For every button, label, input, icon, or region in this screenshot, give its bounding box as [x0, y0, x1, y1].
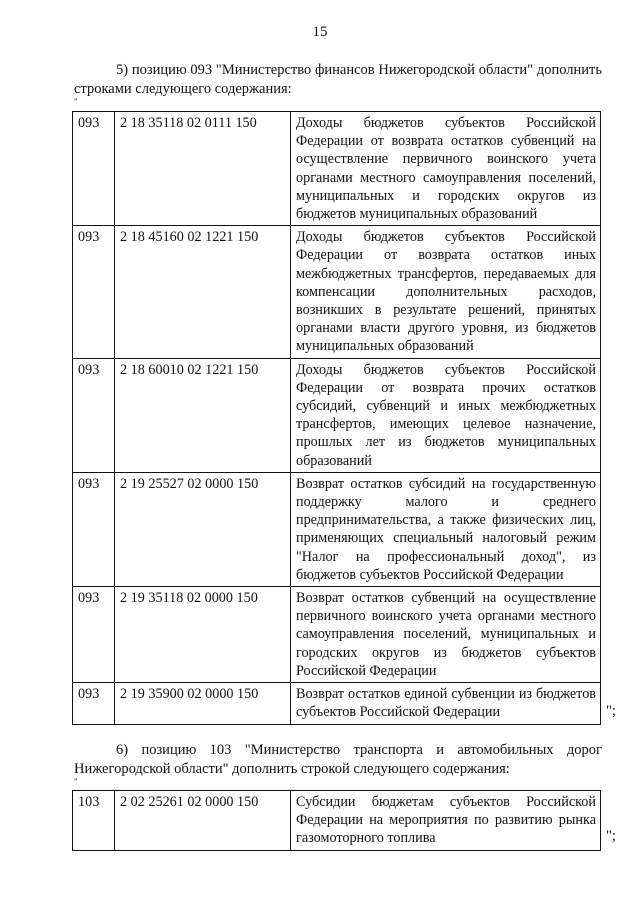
income-name-cell: Доходы бюджетов субъектов Российской Федерации от возврата остатков субвенций на осуществление первичного воинского учета органами местного самоуправления поселений, муниципальных и городских округов из бюджетов муниципальных образований [291, 112, 601, 226]
income-name-cell: Возврат остатков единой субвенции из бюджетов субъектов Российской Федерации [291, 683, 601, 724]
table-row [73, 112, 601, 226]
section-6-table [72, 790, 601, 851]
income-name-cell: Доходы бюджетов субъектов Российской Федерации от возврата прочих остатков субсидий, субвенций и иных межбюджетных трансфертов, имеющих целевое назначение, прошлых лет из бюджетов муниципальных образований [291, 358, 601, 472]
income-name-cell: Возврат остатков субсидий на государственную поддержку малого и среднего предпринимательства, а также физических лиц, применяющих специальный налоговый режим "Налог на профессиональный доход", из бюджетов субъектов Российской Федерации [291, 472, 601, 586]
page-number: 15 [312, 24, 328, 40]
table-row [73, 226, 601, 358]
budget-code-cell: 2 02 25261 02 0000 150 [115, 791, 291, 851]
section-6-intro: 6) позицию 103 "Министерство транспорта и автомобильных дорог Нижегородской области" дополнить строкой следующего содержания: [74, 742, 602, 777]
section-5-closing-quote: "; [606, 703, 616, 719]
table-row [73, 683, 601, 724]
admin-code-cell: 093 [73, 112, 115, 226]
budget-code-cell: 2 19 25527 02 0000 150 [115, 472, 291, 586]
section-5-table [72, 111, 601, 725]
budget-code-cell: 2 18 45160 02 1221 150 [115, 226, 291, 358]
admin-code-cell: 093 [73, 472, 115, 586]
admin-code-cell: 093 [73, 226, 115, 358]
income-name-cell: Доходы бюджетов субъектов Российской Федерации от возврата остатков иных межбюджетных трансфертов, передаваемых для компенсации дополнительных расходов, возникших в результате решений, принятых органами власти другого уровня, из бюджетов муниципальных образований [291, 226, 601, 358]
table-row [73, 472, 601, 586]
admin-code-cell: 093 [73, 587, 115, 683]
admin-code-cell: 093 [73, 683, 115, 724]
admin-code-cell: 093 [73, 358, 115, 472]
table-row [73, 358, 601, 472]
budget-code-cell: 2 19 35900 02 0000 150 [115, 683, 291, 724]
table-row [73, 791, 601, 851]
budget-code-cell: 2 18 35118 02 0111 150 [115, 112, 291, 226]
section-5-open-quote: " [74, 97, 78, 107]
income-name-cell: Возврат остатков субвенций на осуществление первичного воинского учета органами местного самоуправления поселений, муниципальных и городских округов из бюджетов субъектов Российской Федерации [291, 587, 601, 683]
admin-code-cell: 103 [73, 791, 115, 851]
table-row [73, 587, 601, 683]
income-name-cell: Субсидии бюджетам субъектов Российской Федерации на мероприятия по развитию рынка газомоторного топлива [291, 791, 601, 851]
budget-code-cell: 2 18 60010 02 1221 150 [115, 358, 291, 472]
section-6-open-quote: " [74, 777, 78, 787]
section-6-closing-quote: "; [606, 828, 616, 844]
section-5-intro: 5) позицию 093 "Министерство финансов Нижегородской области" дополнить строками следующего содержания: [74, 62, 602, 97]
budget-code-cell: 2 19 35118 02 0000 150 [115, 587, 291, 683]
